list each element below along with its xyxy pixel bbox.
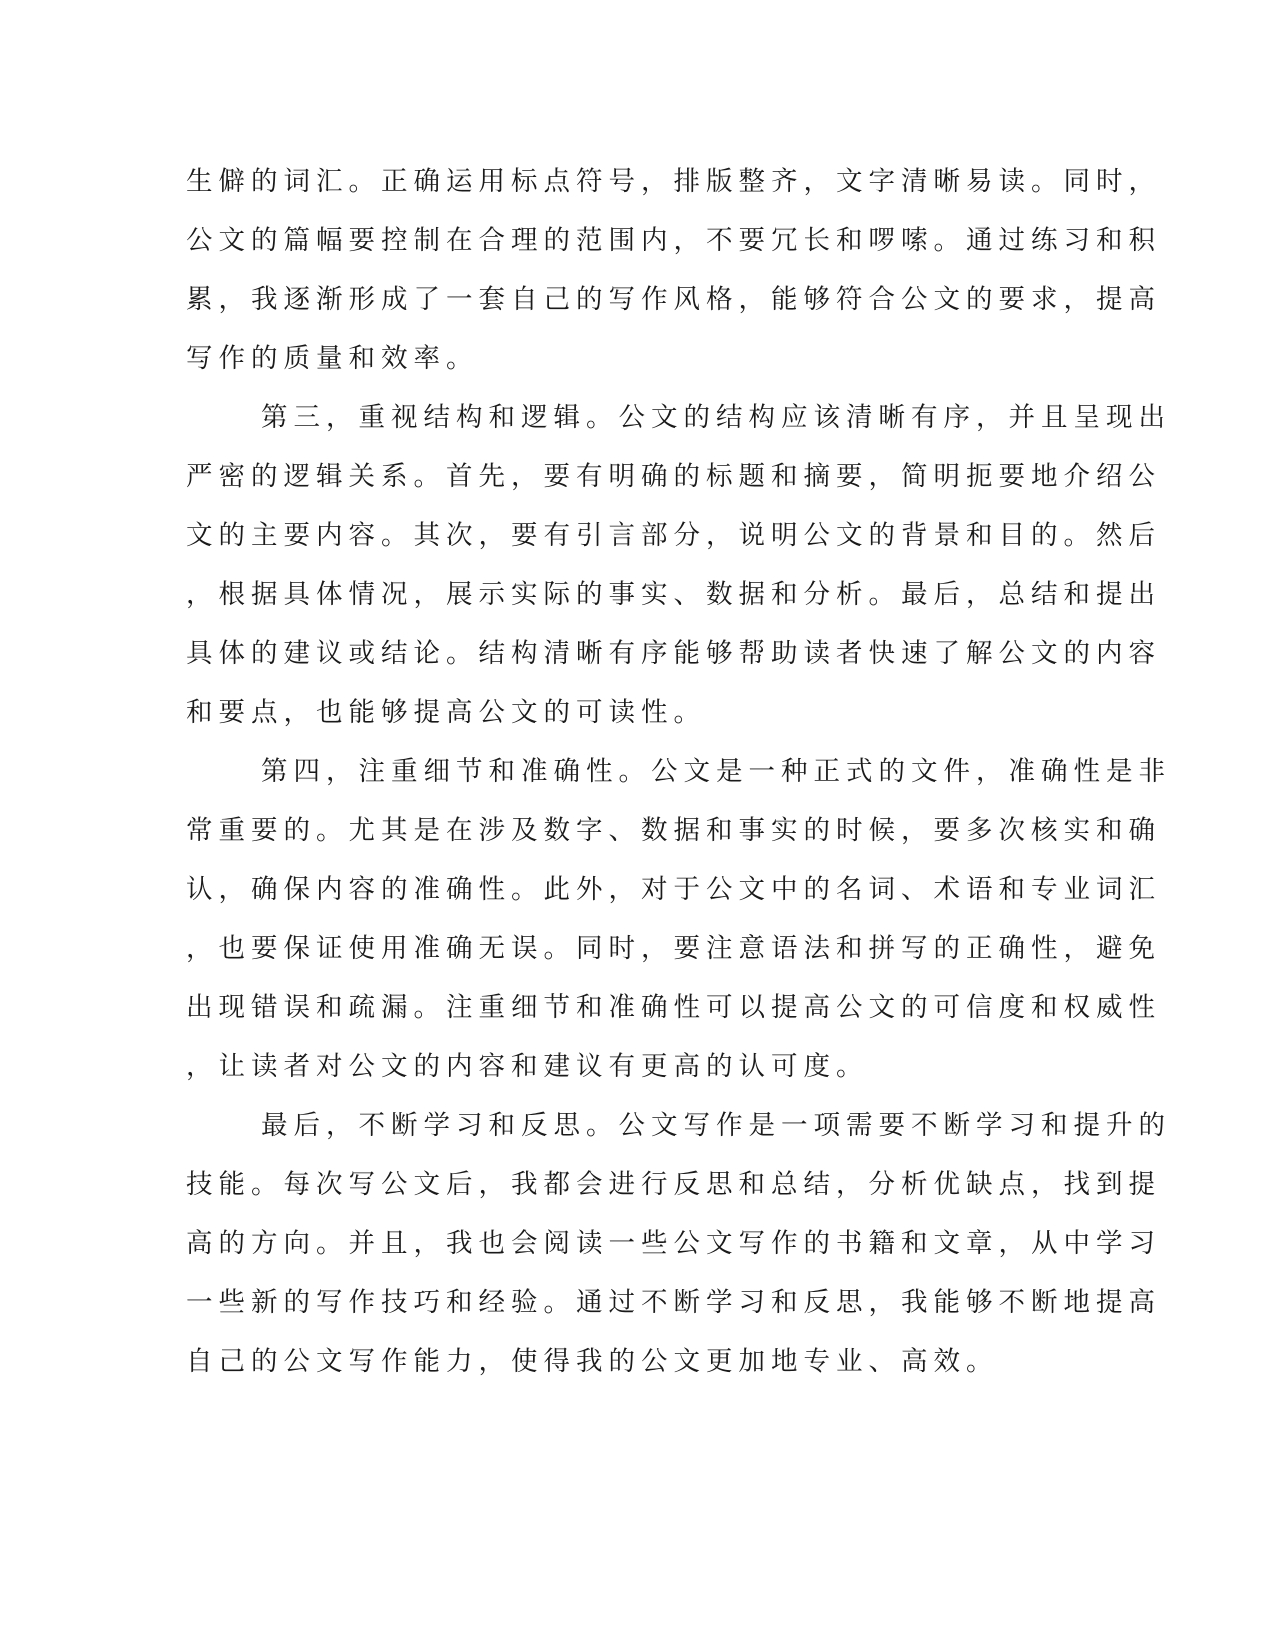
paragraph-start-line: 第四，注重细节和准确性。公文是一种正式的文件，准确性是非	[261, 756, 1171, 787]
text-line: 一些新的写作技巧和经验。通过不断学习和反思，我能够不断地提高	[186, 1287, 1161, 1318]
text-line: 严密的逻辑关系。首先，要有明确的标题和摘要，简明扼要地介绍公	[186, 461, 1161, 492]
text-line: 常重要的。尤其是在涉及数字、数据和事实的时候，要多次核实和确	[186, 815, 1161, 846]
text-line: 技能。每次写公文后，我都会进行反思和总结，分析优缺点，找到提	[186, 1169, 1161, 1200]
text-line: 写作的质量和效率。	[186, 343, 479, 374]
paragraph-start-line: 第三，重视结构和逻辑。公文的结构应该清晰有序，并且呈现出	[261, 402, 1171, 433]
text-line: 公文的篇幅要控制在合理的范围内，不要冗长和啰嗦。通过练习和积	[186, 225, 1161, 256]
text-line: 认，确保内容的准确性。此外，对于公文中的名词、术语和专业词汇	[186, 874, 1161, 905]
text-line: 文的主要内容。其次，要有引言部分，说明公文的背景和目的。然后	[186, 520, 1161, 551]
text-line: ，让读者对公文的内容和建议有更高的认可度。	[186, 1051, 869, 1082]
paragraph-start-line: 最后，不断学习和反思。公文写作是一项需要不断学习和提升的	[261, 1110, 1171, 1141]
text-line: 和要点，也能够提高公文的可读性。	[186, 697, 706, 728]
text-line: ，根据具体情况，展示实际的事实、数据和分析。最后，总结和提出	[186, 579, 1161, 610]
text-line: 具体的建议或结论。结构清晰有序能够帮助读者快速了解公文的内容	[186, 638, 1161, 669]
text-line: 自己的公文写作能力，使得我的公文更加地专业、高效。	[186, 1346, 999, 1377]
text-line: 累，我逐渐形成了一套自己的写作风格，能够符合公文的要求，提高	[186, 284, 1161, 315]
text-line: 高的方向。并且，我也会阅读一些公文写作的书籍和文章，从中学习	[186, 1228, 1161, 1259]
text-line: ，也要保证使用准确无误。同时，要注意语法和拼写的正确性，避免	[186, 933, 1161, 964]
text-line: 出现错误和疏漏。注重细节和准确性可以提高公文的可信度和权威性	[186, 992, 1161, 1023]
text-line: 生僻的词汇。正确运用标点符号，排版整齐，文字清晰易读。同时，	[186, 166, 1161, 197]
